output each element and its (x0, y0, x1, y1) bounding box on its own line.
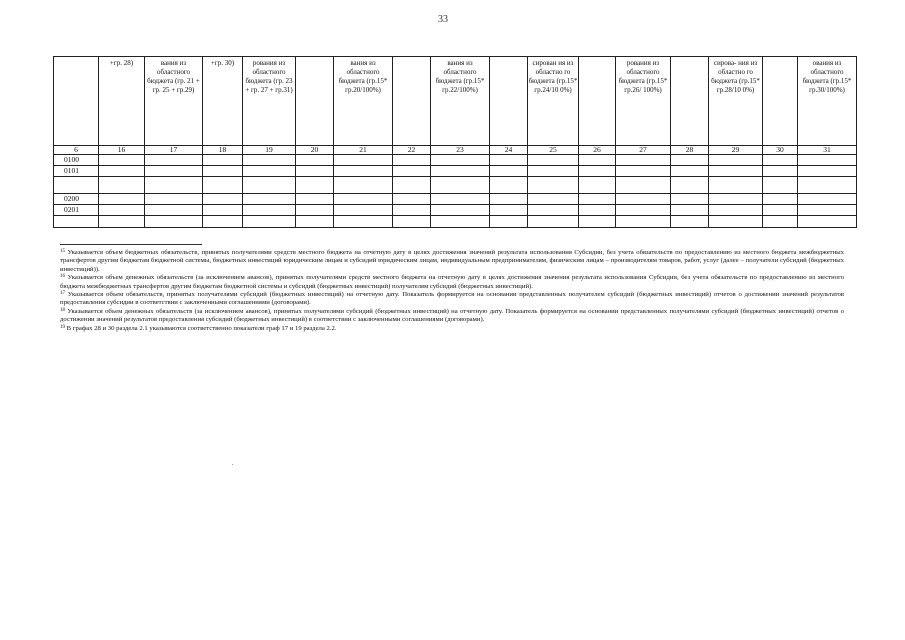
row-code: 0201 (54, 205, 99, 216)
table-row (54, 194, 857, 205)
header-cell (579, 57, 616, 146)
table-cell (579, 166, 616, 177)
column-number: 28 (671, 146, 709, 155)
header-cell (393, 57, 431, 146)
table-cell (145, 177, 203, 194)
table-cell (203, 216, 243, 228)
table-cell (334, 205, 393, 216)
table-cell (145, 194, 203, 205)
header-cell (490, 57, 528, 146)
table-cell (393, 216, 431, 228)
table-cell (99, 166, 145, 177)
page-number: 33 (438, 14, 448, 25)
table-row (54, 177, 857, 194)
table-cell (243, 155, 296, 166)
table-cell (763, 205, 798, 216)
table-cell (798, 177, 857, 194)
header-cell: ования из областного бюджета (гр.15* гр.30/100%) (798, 57, 857, 146)
table-cell (145, 205, 203, 216)
table-cell (709, 194, 763, 205)
table-cell (431, 155, 490, 166)
table-cell (671, 155, 709, 166)
header-cell (671, 57, 709, 146)
footnote-text: Указывается объем обязательств, принятых получателями субсидий (бюджетных инвестиций) на отчетную дату. Показатель формируется на основании представленных получателем субсидий (бюджетных инвестиций) отчетов о достижении значений результатов предоставления субсидии в соответствии с заключенными соглашениями (договорами). (60, 291, 845, 307)
table-cell (393, 166, 431, 177)
table-cell (579, 216, 616, 228)
table-cell (671, 166, 709, 177)
row-code: 0200 (54, 194, 99, 205)
header-cell: сирова- ния из областно го бюджета (гр.15* гр.28/10 0%) (709, 57, 763, 146)
footnote-text: Указывается объем денежных обязательств (за исключением авансов), принятых получателями субсидий (бюджетных инвестиций) на отчетную дату. Показатель формируется на основании представленных получателями субсидий (бюджетных инвестиций) отчетов о достижении значений результатов предоставления субсидий (бюджетных инвестиций) в соответствии с заключенными соглашениями (договорами). (60, 307, 844, 324)
column-number: 18 (203, 146, 243, 155)
table-cell (616, 216, 671, 228)
table-cell (528, 177, 579, 194)
table-cell (579, 177, 616, 194)
table-cell (763, 177, 798, 194)
table-cell (616, 155, 671, 166)
table-cell (528, 194, 579, 205)
scan-speck (232, 464, 233, 465)
footnote (60, 274, 844, 291)
table-cell (393, 194, 431, 205)
table-cell (431, 194, 490, 205)
table-cell (671, 216, 709, 228)
table-cell (145, 155, 203, 166)
table-cell (296, 177, 334, 194)
header-cell: рования из областного бюджета (гр.15* гр.26/ 100%) (616, 57, 671, 146)
row-code: 0101 (54, 166, 99, 177)
column-number: 20 (296, 146, 334, 155)
table-cell (671, 194, 709, 205)
column-number: 6 (54, 146, 99, 155)
table-cell (709, 155, 763, 166)
column-number-row (54, 146, 857, 155)
table-cell (709, 205, 763, 216)
footnote (60, 291, 844, 308)
table-row (54, 216, 857, 228)
footnote-number: 16 (60, 274, 65, 280)
table-cell (99, 216, 145, 228)
header-cell: сирован ия из областно го бюджета (гр.15* гр.24/10 0%) (528, 57, 579, 146)
row-code (54, 216, 99, 228)
table-cell (243, 216, 296, 228)
column-number: 19 (243, 146, 296, 155)
table-header-row (54, 57, 857, 146)
footnote-text: Указывается объем денежных обязательств (за исключением авансов), принятых получателями средств местного бюджета на отчетную дату в целях достижения значения результата использования Субсидии, без учета обязательств по предоставлению из местного бюджета межбюджетных трансфертов другим бюджетам бюджетной системы и субсидий (бюджетных инвестиций) получателям субсидий (бюджетных инвестиций). (60, 274, 844, 290)
header-cell: +гр. 30) (203, 57, 243, 146)
table-row (54, 155, 857, 166)
table-cell (490, 166, 528, 177)
table-cell (393, 205, 431, 216)
table-cell (431, 177, 490, 194)
column-number: 25 (528, 146, 579, 155)
table-cell (296, 205, 334, 216)
column-number: 30 (763, 146, 798, 155)
header-cell (296, 57, 334, 146)
table-cell (431, 166, 490, 177)
table-cell (579, 155, 616, 166)
table-cell (579, 194, 616, 205)
table-cell (709, 177, 763, 194)
footnote (60, 249, 844, 274)
column-number: 24 (490, 146, 528, 155)
table-cell (528, 166, 579, 177)
column-number: 22 (393, 146, 431, 155)
table-cell (671, 205, 709, 216)
row-code (54, 177, 99, 194)
footnote-text: В графах 28 и 30 раздела 2.1 указываются соответственно показатели граф 17 и 19 раздела 2.2. (66, 324, 337, 332)
table-cell (99, 194, 145, 205)
column-number: 29 (709, 146, 763, 155)
table-cell (763, 216, 798, 228)
table-cell (431, 205, 490, 216)
table-cell (798, 205, 857, 216)
table-cell (203, 205, 243, 216)
table-cell (334, 166, 393, 177)
footnote-number: 17 (60, 291, 65, 297)
header-cell: +гр. 28) (99, 57, 145, 146)
table-cell (334, 155, 393, 166)
footnotes (60, 249, 844, 333)
column-number: 26 (579, 146, 616, 155)
table-cell (798, 194, 857, 205)
table-cell (431, 216, 490, 228)
footnote (60, 308, 844, 325)
column-number: 23 (431, 146, 490, 155)
table-cell (296, 216, 334, 228)
column-number: 17 (145, 146, 203, 155)
table-cell (243, 166, 296, 177)
table-cell (528, 155, 579, 166)
footnote-text: Указывается объем бюджетных обязательств, принятых получателями средств местного бюджета на отчетную дату в целях достижения значений результата использования Субсидии, без учета обязательств по предоставлению из местного бюджета межбюджетных трансфертов другим бюджетам бюджетной системы, бюджетных инвестиций юридическим лицам и субсидий юридическим лицам, индивидуальным предпринимателям, физическим лицам – производителям товаров, работ, услуг (далее – получатели субсидий (бюджетных инвестиций)). (60, 249, 844, 273)
table-cell (203, 166, 243, 177)
table-cell (145, 166, 203, 177)
table-cell (203, 177, 243, 194)
table-cell (616, 194, 671, 205)
table-cell (490, 205, 528, 216)
table-cell (709, 216, 763, 228)
table-cell (296, 194, 334, 205)
footnote-number: 19 (60, 324, 65, 330)
footnote-number: 18 (60, 307, 65, 313)
table-cell (490, 155, 528, 166)
table-cell (490, 194, 528, 205)
table-cell (798, 155, 857, 166)
table-body (54, 155, 857, 228)
table-cell (243, 194, 296, 205)
table-cell (763, 194, 798, 205)
table-cell (243, 205, 296, 216)
header-cell (54, 57, 99, 146)
table-cell (393, 155, 431, 166)
report-table (53, 56, 857, 228)
table-cell (490, 216, 528, 228)
header-cell: рования из областного бюджета (гр. 23 + гр. 27 + гр.31) (243, 57, 296, 146)
table-cell (616, 177, 671, 194)
column-number: 21 (334, 146, 393, 155)
header-cell (763, 57, 798, 146)
header-cell: вания из областного бюджета (гр. 21 + гр. 25 + гр.29) (145, 57, 203, 146)
table-cell (798, 216, 857, 228)
table-cell (579, 205, 616, 216)
table-cell (528, 205, 579, 216)
table-cell (616, 166, 671, 177)
footnote (60, 325, 844, 333)
table-cell (393, 177, 431, 194)
column-number: 16 (99, 146, 145, 155)
table-cell (334, 216, 393, 228)
header-cell: вания из областного бюджета (гр.15* гр.20/100%) (334, 57, 393, 146)
table-cell (99, 205, 145, 216)
table-cell (334, 194, 393, 205)
table-cell (296, 155, 334, 166)
table-cell (243, 177, 296, 194)
table-cell (490, 177, 528, 194)
table-cell (334, 177, 393, 194)
row-code: 0100 (54, 155, 99, 166)
table-row (54, 205, 857, 216)
column-number: 31 (798, 146, 857, 155)
table-cell (145, 216, 203, 228)
table-cell (763, 155, 798, 166)
table-cell (763, 166, 798, 177)
table-cell (709, 166, 763, 177)
table-cell (671, 177, 709, 194)
table-cell (99, 155, 145, 166)
header-cell: вания из областного бюджета (гр.15* гр.22/100%) (431, 57, 490, 146)
table-cell (203, 155, 243, 166)
table-row (54, 166, 857, 177)
table-cell (99, 177, 145, 194)
table-cell (296, 166, 334, 177)
column-number: 27 (616, 146, 671, 155)
footnote-number: 15 (60, 249, 65, 254)
table-cell (528, 216, 579, 228)
table-cell (798, 166, 857, 177)
table-cell (616, 205, 671, 216)
table-cell (203, 194, 243, 205)
footnote-divider (60, 244, 202, 245)
